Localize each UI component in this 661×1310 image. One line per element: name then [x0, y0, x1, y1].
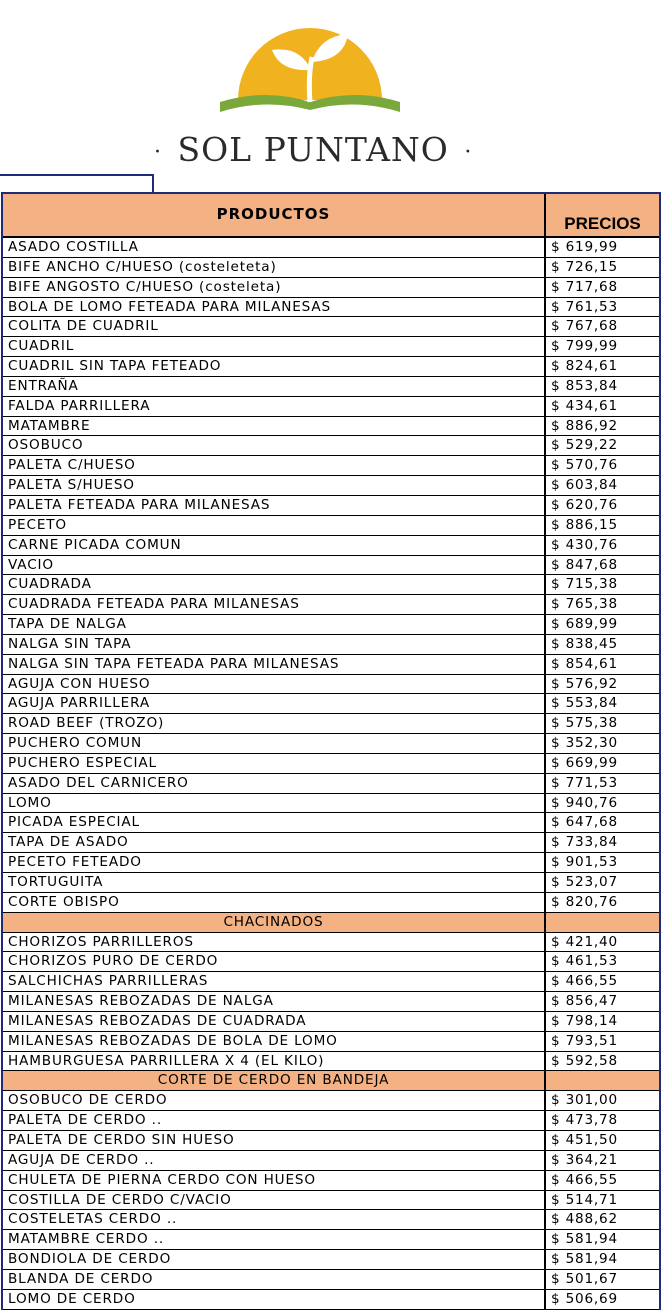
table-row	[3, 1250, 659, 1270]
table-row	[3, 1111, 659, 1131]
product-price: $ 619,99	[551, 239, 618, 255]
table-row	[3, 278, 659, 298]
product-name: MATAMBRE CERDO ..	[3, 1230, 546, 1249]
table-row	[3, 1230, 659, 1250]
product-name: MATAMBRE	[3, 417, 546, 436]
product-name: PALETA DE CERDO SIN HUESO	[3, 1131, 546, 1150]
table-row	[3, 655, 659, 675]
table-row	[3, 893, 659, 913]
table-row	[3, 377, 659, 397]
product-name: BOLA DE LOMO FETEADA PARA MILANESAS	[3, 298, 546, 317]
product-name: BLANDA DE CERDO	[3, 1270, 546, 1289]
table-row	[3, 496, 659, 516]
product-price: $ 838,45	[551, 635, 618, 652]
product-price: $ 733,84	[551, 834, 618, 851]
product-name: HAMBURGUESA PARRILLERA X 4 (EL KILO)	[3, 1052, 546, 1071]
product-name: COLITA DE CUADRIL	[3, 317, 546, 336]
product-name: MILANESAS REBOZADAS DE CUADRADA	[3, 1012, 546, 1031]
product-name: SALCHICHAS PARRILLERAS	[3, 972, 546, 991]
product-name: PUCHERO ESPECIAL	[3, 754, 546, 773]
header-prices: PRECIOS	[564, 214, 641, 233]
table-row	[3, 754, 659, 774]
product-price: $ 529,22	[551, 437, 618, 454]
product-price: $ 689,99	[551, 616, 618, 633]
table-row	[3, 675, 659, 695]
product-name: CHULETA DE PIERNA CERDO CON HUESO	[3, 1171, 546, 1190]
product-name: TAPA DE ASADO	[3, 833, 546, 852]
product-name: CUADRIL SIN TAPA FETEADO	[3, 357, 546, 376]
product-price: $ 506,69	[551, 1290, 618, 1307]
table-row	[3, 933, 659, 953]
product-name: FALDA PARRILLERA	[3, 397, 546, 416]
product-price: $ 301,00	[551, 1092, 618, 1109]
product-price: $ 765,38	[551, 596, 618, 613]
table-row	[3, 1091, 659, 1111]
section-header	[3, 913, 659, 933]
product-price: $ 603,84	[551, 477, 618, 494]
table-row	[3, 992, 659, 1012]
table-row	[3, 436, 659, 456]
table-row	[3, 456, 659, 476]
header-products: PRODUCTOS	[3, 194, 546, 236]
product-price: $ 553,84	[551, 695, 618, 712]
table-row	[3, 258, 659, 278]
table-row	[3, 1191, 659, 1211]
table-row	[3, 575, 659, 595]
product-name: TORTUGUITA	[3, 873, 546, 892]
product-price: $ 886,15	[551, 516, 618, 533]
frame-tab	[0, 174, 154, 192]
product-name: PECETO	[3, 516, 546, 535]
product-price: $ 514,71	[551, 1191, 618, 1208]
product-name: CHORIZOS PARRILLEROS	[3, 933, 546, 952]
table-row	[3, 536, 659, 556]
product-price: $ 466,55	[551, 973, 618, 990]
table-row	[3, 853, 659, 873]
table-row	[3, 615, 659, 635]
product-price: $ 853,84	[551, 377, 618, 394]
section-title: CHACINADOS	[3, 913, 546, 932]
product-price: $ 364,21	[551, 1151, 618, 1168]
product-name: ASADO DEL CARNICERO	[3, 774, 546, 793]
table-row	[3, 833, 659, 853]
product-price: $ 799,99	[551, 338, 618, 355]
product-name: MILANESAS REBOZADAS DE NALGA	[3, 992, 546, 1011]
product-name: PALETA C/HUESO	[3, 456, 546, 475]
product-price: $ 581,94	[551, 1251, 618, 1268]
product-price: $ 421,40	[551, 933, 618, 950]
product-name: CORTE OBISPO	[3, 893, 546, 912]
product-price: $ 669,99	[551, 754, 618, 771]
product-name: ASADO COSTILLA	[3, 238, 546, 257]
product-name: OSOBUCO	[3, 436, 546, 455]
table-row	[3, 774, 659, 794]
table-row	[3, 397, 659, 417]
product-name: BIFE ANGOSTO C/HUESO (costeleta)	[3, 278, 546, 297]
product-name: AGUJA DE CERDO ..	[3, 1151, 546, 1170]
table-row	[3, 635, 659, 655]
brand-name: · SOL PUNTANO ·	[154, 130, 473, 169]
product-price: $ 352,30	[551, 735, 618, 752]
product-name: CARNE PICADA COMUN	[3, 536, 546, 555]
product-price: $ 847,68	[551, 556, 618, 573]
table-row	[3, 1131, 659, 1151]
section-title: CORTE DE CERDO EN BANDEJA	[3, 1071, 546, 1090]
price-table	[1, 192, 661, 1310]
product-name: NALGA SIN TAPA FETEADA PARA MILANESAS	[3, 655, 546, 674]
table-body	[3, 238, 659, 1310]
table-row	[3, 516, 659, 536]
product-name: PALETA DE CERDO ..	[3, 1111, 546, 1130]
table-row	[3, 476, 659, 496]
product-price: $ 798,14	[551, 1012, 618, 1029]
product-name: PECETO FETEADO	[3, 853, 546, 872]
product-name: ENTRAÑA	[3, 377, 546, 396]
product-name: ROAD BEEF (TROZO)	[3, 714, 546, 733]
brand-word-1: SOL	[177, 130, 253, 169]
product-price: $ 466,55	[551, 1171, 618, 1188]
product-price: $ 570,76	[551, 457, 618, 474]
table-row	[3, 734, 659, 754]
product-price: $ 886,92	[551, 417, 618, 434]
product-price: $ 430,76	[551, 536, 618, 553]
table-row	[3, 694, 659, 714]
table-row	[3, 794, 659, 814]
product-name: MILANESAS REBOZADAS DE BOLA DE LOMO	[3, 1032, 546, 1051]
product-name: CHORIZOS PURO DE CERDO	[3, 952, 546, 971]
product-name: CUADRADA	[3, 575, 546, 594]
product-price: $ 854,61	[551, 655, 618, 672]
table-row	[3, 238, 659, 258]
product-price: $ 451,50	[551, 1131, 618, 1148]
table-row	[3, 1151, 659, 1171]
product-price: $ 793,51	[551, 1032, 618, 1049]
product-price: $ 824,61	[551, 358, 618, 375]
product-price: $ 717,68	[551, 278, 618, 295]
product-name: AGUJA PARRILLERA	[3, 694, 546, 713]
brand-logo	[150, 22, 473, 169]
section-header	[3, 1071, 659, 1091]
product-name: AGUJA CON HUESO	[3, 675, 546, 694]
product-name: NALGA SIN TAPA	[3, 635, 546, 654]
table-row	[3, 1012, 659, 1032]
table-row	[3, 972, 659, 992]
section-price-cell	[546, 913, 659, 932]
table-row	[3, 714, 659, 734]
product-price: $ 715,38	[551, 576, 618, 593]
product-name: TAPA DE NALGA	[3, 615, 546, 634]
product-price: $ 940,76	[551, 794, 618, 811]
table-row	[3, 1210, 659, 1230]
table-row	[3, 1171, 659, 1191]
product-price: $ 576,92	[551, 675, 618, 692]
table-row	[3, 952, 659, 972]
product-price: $ 581,94	[551, 1231, 618, 1248]
product-price: $ 575,38	[551, 715, 618, 732]
product-price: $ 592,58	[551, 1052, 618, 1069]
product-name: PICADA ESPECIAL	[3, 813, 546, 832]
table-row	[3, 298, 659, 318]
table-header	[3, 194, 659, 238]
table-row	[3, 337, 659, 357]
table-row	[3, 873, 659, 893]
product-name: LOMO	[3, 794, 546, 813]
table-row	[3, 813, 659, 833]
product-name: COSTILLA DE CERDO C/VACIO	[3, 1191, 546, 1210]
section-price-cell	[546, 1071, 659, 1090]
table-row	[3, 556, 659, 576]
table-row	[3, 1052, 659, 1072]
product-price: $ 523,07	[551, 874, 618, 890]
product-name: PALETA S/HUESO	[3, 476, 546, 495]
product-name: CUADRIL	[3, 337, 546, 356]
product-price: $ 820,76	[551, 893, 618, 910]
product-price: $ 461,53	[551, 953, 618, 970]
product-price: $ 901,53	[551, 854, 618, 871]
table-row	[3, 417, 659, 437]
table-row	[3, 317, 659, 337]
table-row	[3, 595, 659, 615]
product-name: VACIO	[3, 556, 546, 575]
product-name: CUADRADA FETEADA PARA MILANESAS	[3, 595, 546, 614]
product-price: $ 767,68	[551, 318, 618, 335]
product-price: $ 647,68	[551, 814, 618, 831]
product-price: $ 771,53	[551, 774, 618, 791]
table-row	[3, 1032, 659, 1052]
table-row	[3, 357, 659, 377]
product-price: $ 856,47	[551, 993, 618, 1010]
table-row	[3, 1270, 659, 1290]
product-name: BIFE ANCHO C/HUESO (costeleteta)	[3, 258, 546, 277]
product-price: $ 501,67	[551, 1270, 618, 1287]
product-price: $ 761,53	[551, 298, 618, 315]
product-name: LOMO DE CERDO	[3, 1290, 546, 1309]
product-name: PALETA FETEADA PARA MILANESAS	[3, 496, 546, 515]
product-name: BONDIOLA DE CERDO	[3, 1250, 546, 1269]
product-price: $ 434,61	[551, 397, 618, 414]
product-name: PUCHERO COMUN	[3, 734, 546, 753]
product-price: $ 726,15	[551, 258, 618, 275]
product-price: $ 473,78	[551, 1112, 618, 1129]
product-price: $ 620,76	[551, 496, 618, 513]
product-name: OSOBUCO DE CERDO	[3, 1091, 546, 1110]
product-name: COSTELETAS CERDO ..	[3, 1210, 546, 1229]
sun-sprout-icon	[220, 22, 400, 112]
table-row	[3, 1290, 659, 1310]
product-price: $ 488,62	[551, 1211, 618, 1228]
brand-word-2: PUNTANO	[263, 130, 449, 169]
